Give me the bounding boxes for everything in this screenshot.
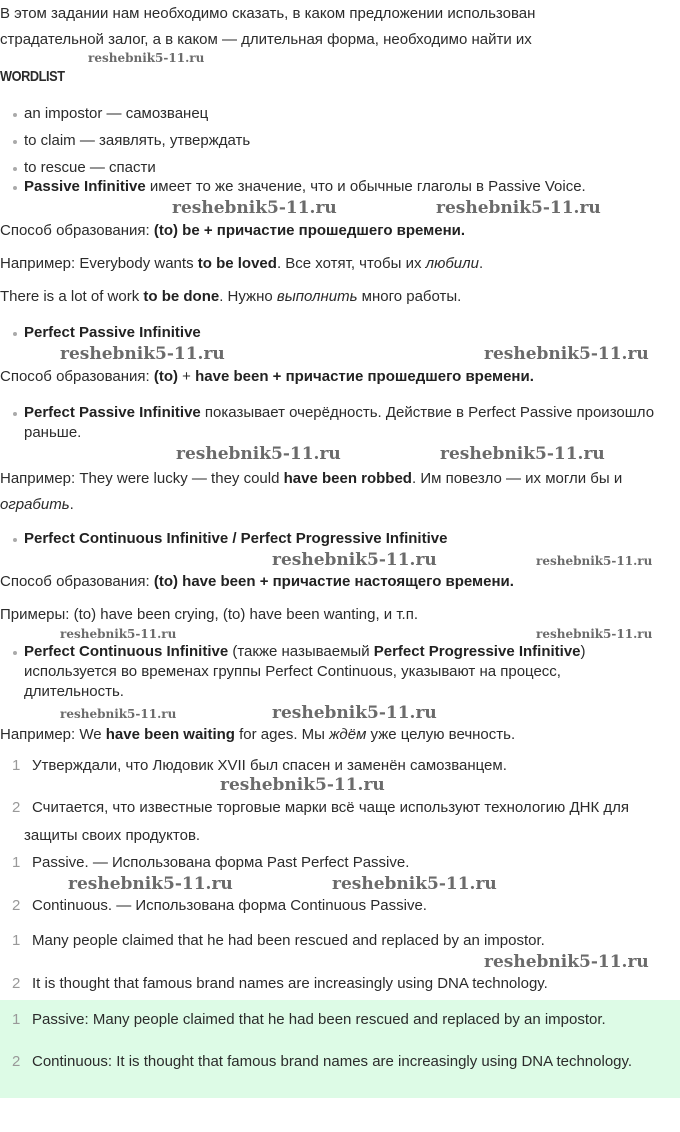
paragraph <box>0 367 680 387</box>
text-segment: . <box>69 496 74 513</box>
paragraph <box>0 605 680 625</box>
text-segment: много работы. <box>357 288 462 305</box>
text-segment: Perfect Passive Infinitive <box>24 324 201 341</box>
watermark: reshebnik5-11.ru <box>88 51 205 65</box>
text-segment: Perfect Passive Infinitive <box>24 404 201 421</box>
item-number: 2 <box>12 897 21 914</box>
text-segment: . Нужно <box>219 288 277 305</box>
numbered-item <box>12 974 680 994</box>
text-segment: Способ образования: <box>0 368 154 385</box>
watermark: reshebnik5-11.ru <box>272 703 437 723</box>
text-segment: Способ образования: <box>0 222 154 239</box>
text-segment: страдательной залог, а в каком — длительная форма, необходимо найти их <box>0 31 532 48</box>
text-segment: Perfect Progressive Infinitive <box>373 643 581 660</box>
watermark: reshebnik5-11.ru <box>484 344 649 364</box>
numbered-item <box>12 853 680 873</box>
bullet-item <box>24 158 664 178</box>
watermark: reshebnik5-11.ru <box>332 874 497 894</box>
text-segment: (to) have been + причастие настоящего времени. <box>153 573 514 590</box>
text-segment: Passive: Many people claimed that he had been rescued and replaced by an impostor. <box>32 1011 606 1028</box>
paragraph <box>0 287 680 307</box>
wordlist-heading: WORDLIST <box>0 68 65 85</box>
numbered-item <box>12 931 680 951</box>
bullet-item <box>24 403 664 443</box>
paragraph <box>0 725 680 745</box>
text-segment: Continuous: It is thought that famous brand names are increasingly using DNA technology. <box>32 1053 633 1070</box>
text-segment: . Им повезло — их могли бы и <box>411 470 623 487</box>
text-segment: . Все хотят, чтобы их <box>276 255 426 272</box>
text-segment: There is a lot of work <box>0 288 144 305</box>
text-segment: + <box>178 368 196 385</box>
text-segment: to claim — заявлять, утверждать <box>24 132 251 149</box>
numbered-item <box>12 1048 672 1076</box>
item-number: 1 <box>12 932 21 949</box>
watermark: reshebnik5-11.ru <box>68 874 233 894</box>
watermark: reshebnik5-11.ru <box>436 198 601 218</box>
item-number: 1 <box>12 854 21 871</box>
text-segment: Continuous. — Использована форма Continuous Passive. <box>32 897 427 914</box>
text-segment: выполнить <box>276 288 358 305</box>
text-segment: (также называемый <box>228 643 374 660</box>
text-segment: have been robbed <box>283 470 412 487</box>
text-segment: to be loved <box>197 255 277 272</box>
item-number: 2 <box>12 975 21 992</box>
watermark: reshebnik5-11.ru <box>176 444 341 464</box>
paragraph <box>0 572 680 592</box>
text-segment: ) используется во временах группы Perfect Continuous, указывают на процесс, длительность. <box>24 643 586 700</box>
text-segment: имеет то же значение, что и обычные глаголы в Passive Voice. <box>145 178 586 195</box>
text-segment: любили <box>425 255 479 272</box>
numbered-item <box>12 756 680 776</box>
bullet-item <box>24 104 664 124</box>
paragraph <box>0 466 680 518</box>
bullet-item <box>24 131 664 151</box>
text-segment: have been + причастие прошедшего времени. <box>195 368 534 385</box>
text-segment: Способ образования: <box>0 573 154 590</box>
intro-line <box>0 4 680 24</box>
text-segment: ждём <box>329 726 367 743</box>
text-segment: Passive Infinitive <box>24 178 146 195</box>
text-segment: ограбить <box>0 496 70 513</box>
watermark: reshebnik5-11.ru <box>172 198 337 218</box>
text-segment: Например: Everybody wants <box>0 255 198 272</box>
watermark: reshebnik5-11.ru <box>484 952 649 972</box>
numbered-item <box>12 1010 680 1030</box>
text-segment: (to) be + причастие прошедшего времени. <box>153 222 466 239</box>
text-segment: показывает очерёдность. Действие в Perfect Passive произошло раньше. <box>24 404 655 441</box>
paragraph <box>0 221 680 241</box>
item-number: 2 <box>12 1053 21 1070</box>
watermark: reshebnik5-11.ru <box>60 344 225 364</box>
item-number: 1 <box>12 757 21 774</box>
watermark: reshebnik5-11.ru <box>272 550 437 570</box>
text-segment: an impostor — самозванец <box>24 105 209 122</box>
text-segment: Passive. — Использована форма Past Perfect Passive. <box>32 854 410 871</box>
watermark: reshebnik5-11.ru <box>60 707 177 721</box>
text-segment: have been waiting <box>105 726 235 743</box>
text-segment: . <box>478 255 484 272</box>
text-segment: Perfect Continuous Infinitive <box>24 643 229 660</box>
bullet-item <box>24 323 664 343</box>
text-segment: to rescue — спасти <box>24 159 156 176</box>
watermark: reshebnik5-11.ru <box>440 444 605 464</box>
intro-line <box>0 30 680 50</box>
text-segment: It is thought that famous brand names are increasingly using DNA technology. <box>32 975 548 992</box>
text-segment: for ages. Мы <box>234 726 330 743</box>
text-segment: Примеры: (to) have been crying, (to) have been wanting, и т.п. <box>0 606 419 623</box>
bullet-item <box>24 642 664 702</box>
text-segment: Perfect Continuous Infinitive / Perfect Progressive Infinitive <box>24 530 448 547</box>
text-segment: Many people claimed that he had been rescued and replaced by an impostor. <box>32 932 545 949</box>
item-number: 2 <box>12 799 21 816</box>
bullet-item <box>24 177 664 197</box>
item-number: 1 <box>12 1011 21 1028</box>
bullet-item <box>24 529 664 549</box>
watermark: reshebnik5-11.ru <box>60 627 177 641</box>
text-segment: Например: They were lucky — they could <box>0 470 284 487</box>
text-segment: Утверждали, что Людовик XVII был спасен и заменён самозванцем. <box>32 757 507 774</box>
text-segment: В этом задании нам необходимо сказать, в каком предложении использован <box>0 5 536 22</box>
paragraph <box>0 254 680 274</box>
watermark: reshebnik5-11.ru <box>220 775 385 795</box>
watermark: reshebnik5-11.ru <box>536 627 653 641</box>
numbered-item <box>12 896 680 916</box>
watermark: reshebnik5-11.ru <box>536 554 653 568</box>
text-segment: Считается, что известные торговые марки всё чаще используют технологию ДНК для защиты своих продуктов. <box>24 799 629 844</box>
text-segment: уже целую вечность. <box>366 726 516 743</box>
numbered-item <box>12 794 672 850</box>
text-segment: Например: We <box>0 726 106 743</box>
text-segment: (to) <box>153 368 178 385</box>
text-segment: to be done <box>143 288 220 305</box>
